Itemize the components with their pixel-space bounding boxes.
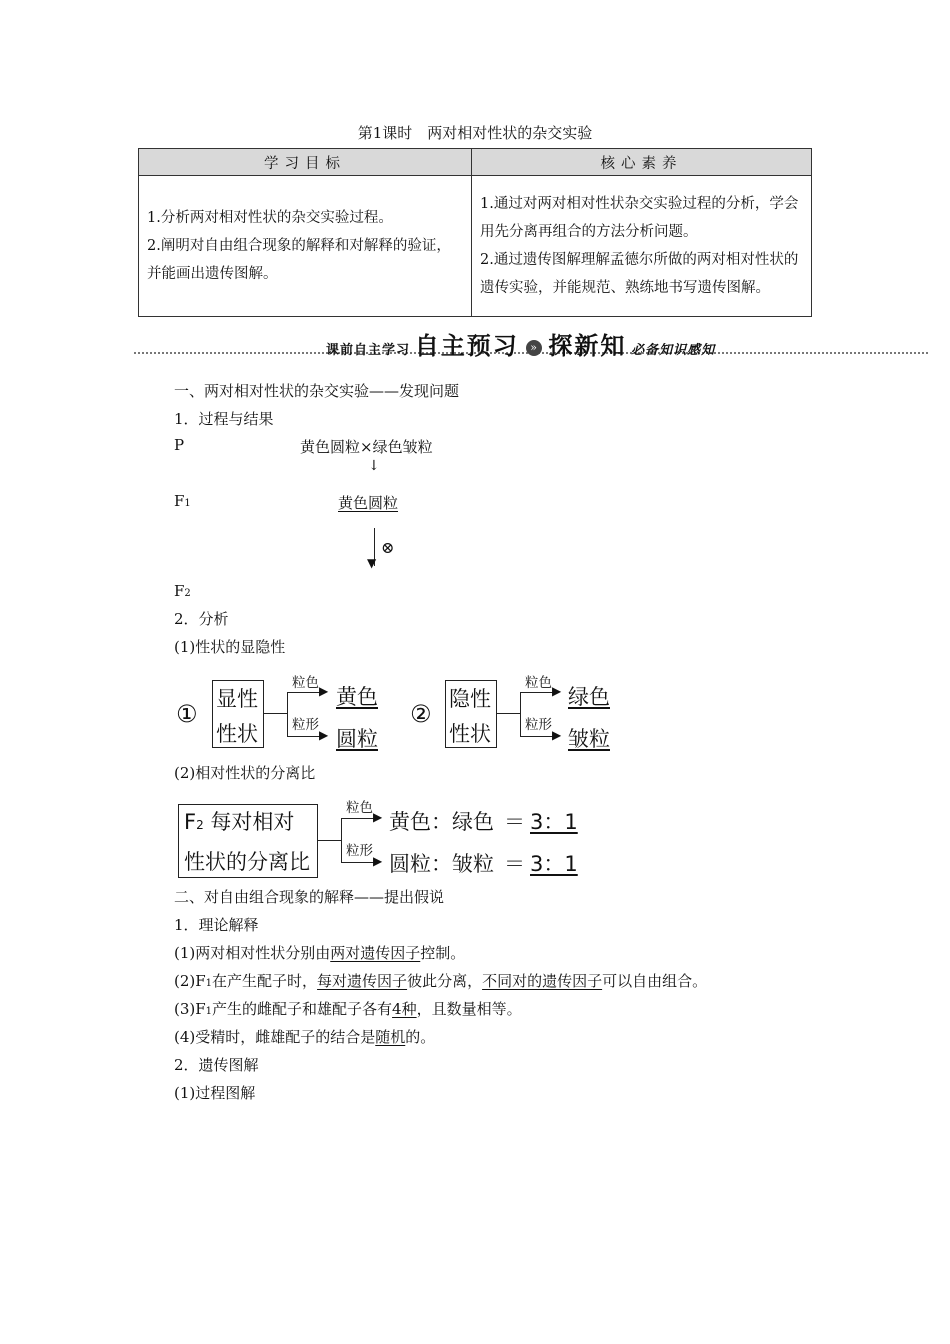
item-dominance: (1)性状的显隐性 <box>174 638 286 656</box>
down-arrow-icon: ▼ <box>367 556 377 570</box>
box-f-letter: F <box>184 810 197 834</box>
f1-label <box>174 492 191 510</box>
text: 在产生配子时， <box>212 972 318 990</box>
f1-subscript: 1 <box>184 498 191 509</box>
theory-item-2 <box>174 970 707 991</box>
subheading-analysis: 2．分析 <box>174 610 229 628</box>
box-line1-text: 每对相对 <box>210 810 295 834</box>
arrow-head-icon: ▶ <box>319 684 329 698</box>
circled-number-1: ① <box>176 700 198 728</box>
arrow-head-icon: ▶ <box>552 684 562 698</box>
f1-letter: F <box>174 492 185 510</box>
p-label: P <box>174 436 185 454</box>
goals-cell <box>139 176 472 317</box>
page-title: 第1课时 两对相对性状的杂交实验 <box>357 124 593 142</box>
section2-heading: 二、对自由组合现象的解释——提出假说 <box>174 888 445 906</box>
value-round: 圆粒 <box>336 727 378 751</box>
text: 的。 <box>405 1028 436 1046</box>
color-ratio: 3：1 <box>530 810 578 834</box>
subscript: 1 <box>205 978 213 989</box>
answer-blank: 不同对的遗传因子 <box>482 972 603 990</box>
subheading-process: 1．过程与结果 <box>174 410 274 428</box>
section1-heading: 一、两对相对性状的杂交实验——发现问题 <box>174 382 460 400</box>
shape-pair: 圆粒：皱粒 <box>389 852 494 876</box>
answer-blank: 两对遗传因子 <box>330 944 421 962</box>
value-yellow: 黄色 <box>336 685 378 709</box>
text: 产生的雌配子和雄配子各有 <box>212 1000 393 1018</box>
literacy-item: 1.通过对两对相对性状杂交实验过程的分析，学会用先分离再组合的方法分析问题。 <box>480 196 799 240</box>
selfing-symbol: ⊗ <box>381 538 395 557</box>
label-grain-shape: 粒形 <box>346 843 373 859</box>
arrow-head-icon: ▶ <box>373 854 383 868</box>
color-pair: 黄色：绿色 <box>389 810 494 834</box>
equals-sign: ＝ <box>504 852 525 876</box>
text: 可以自由组合。 <box>602 972 708 990</box>
item-ratio: (2)相对性状的分离比 <box>174 764 316 782</box>
text: ，且数量相等。 <box>416 1000 522 1018</box>
f1-result: 黄色圆粒 <box>338 494 399 512</box>
text: 控制。 <box>420 944 466 962</box>
label-grain-shape: 粒形 <box>292 717 319 733</box>
label-grain-shape: 粒形 <box>525 717 552 733</box>
value-green: 绿色 <box>568 685 610 709</box>
table-header-literacy: 核心素养 <box>472 149 812 176</box>
shape-ratio: 3：1 <box>530 852 578 876</box>
box1-line2: 性状 <box>216 722 258 746</box>
circled-number-2: ② <box>410 700 432 728</box>
label-grain-color: 粒色 <box>292 675 319 691</box>
goal-item: 1.分析两对相对性状的杂交实验过程。 <box>147 210 393 226</box>
box-line2: 性状的分离比 <box>184 850 310 874</box>
value-wrinkled: 皱粒 <box>568 727 610 751</box>
subscript: 1 <box>205 1006 213 1017</box>
text: (2)F <box>174 972 206 990</box>
arrow-head-icon: ▶ <box>552 728 562 742</box>
box2-line2: 性状 <box>449 722 491 746</box>
banner-main2: 探新知 <box>548 332 627 360</box>
table-header-goals: 学习目标 <box>139 149 472 176</box>
connector-line <box>496 713 520 714</box>
connector-line <box>263 713 287 714</box>
subheading-genetic-diagram: 2．遗传图解 <box>174 1056 259 1074</box>
subheading-theory: 1．理论解释 <box>174 916 259 934</box>
connector-line <box>520 692 521 736</box>
box-line1 <box>184 806 294 836</box>
label-grain-color: 粒色 <box>346 800 373 816</box>
arrow-head-icon: ▶ <box>319 728 329 742</box>
theory-item-3 <box>174 998 522 1019</box>
theory-item-1 <box>174 942 465 963</box>
box-f-subscript: 2 <box>196 818 204 832</box>
banner-suffix: 必备知识感知 <box>631 343 716 358</box>
f2-label <box>174 582 191 600</box>
connector-line <box>287 692 288 736</box>
banner-prefix: 课前自主学习 <box>326 343 411 358</box>
theory-item-4 <box>174 1026 435 1047</box>
banner-main1: 自主预习 <box>414 332 519 360</box>
text: (3)F <box>174 1000 206 1018</box>
p-cross: 黄色圆粒×绿色皱粒 <box>300 438 433 456</box>
arrow-head-icon: ▶ <box>373 810 383 824</box>
text: 彼此分离， <box>407 972 483 990</box>
literacy-cell <box>472 176 812 317</box>
box2-line1: 隐性 <box>449 687 491 711</box>
goals-table <box>138 148 812 317</box>
f2-letter: F <box>174 582 185 600</box>
text: (4)受精时，雌雄配子的结合是 <box>174 1028 376 1046</box>
item-process-diagram: (1)过程图解 <box>174 1084 256 1102</box>
text: (1)两对相对性状分别由 <box>174 944 331 962</box>
connector-line <box>317 840 341 841</box>
connector-line <box>341 818 342 862</box>
section-banner <box>326 326 715 361</box>
box1-line1: 显性 <box>216 687 258 711</box>
f2-subscript: 2 <box>184 588 191 599</box>
answer-blank: 4种 <box>392 1000 417 1018</box>
label-grain-color: 粒色 <box>525 675 552 691</box>
goal-item: 2.阐明对自由组合现象的解释和对解释的验证，并能画出遗传图解。 <box>147 238 451 282</box>
answer-blank: 随机 <box>375 1028 406 1046</box>
down-arrow-icon: ↓ <box>368 458 380 474</box>
equals-sign: ＝ <box>504 810 525 834</box>
literacy-item: 2.通过遗传图解理解孟德尔所做的两对相对性状的遗传实验，并能规范、熟练地书写遗传图解。 <box>480 252 799 296</box>
double-arrow-icon: » <box>526 340 542 356</box>
answer-blank: 每对遗传因子 <box>317 972 408 990</box>
